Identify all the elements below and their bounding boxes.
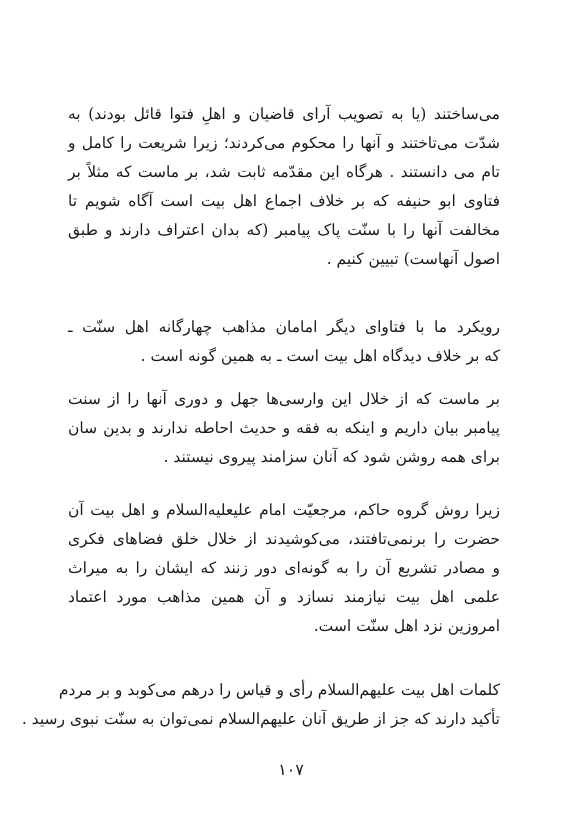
paragraph-4 [68,496,500,641]
text-line: می‌ساختند (یا به تصویب آرای قاضیان و اهلِ فتوا قائل بودند) به [68,105,500,123]
text-line: اصول آنهاست) تبیین کنیم . [326,250,500,268]
text-line: حضرت را برنمی‌تافتند، می‌کوشیدند از خلال خلق فضاهای فکری [68,530,500,548]
text-line: که بر خلاف دیدگاه اهل بیت است ـ به همین گونه است . [140,347,500,365]
paragraph-3 [68,385,500,472]
text-line: کلمات اهل بیت عليهم‌السلام رأی و قیاس را درهم می‌کوبد و بر مردم [58,681,500,699]
text-line: امروزین نزد اهل سنّت است. [313,617,500,635]
text-line: شدّت می‌تاختند و آنها را محکوم می‌کردند؛ زیرا شریعت را کامل و [68,134,500,152]
text-line: تام می دانستند . هرگاه این مقدّمه ثابت شد، بر ماست که مثلاً بر [68,163,500,181]
text-line: مخالفت آنها را با سنّت پاک پیامبر (که بدان اعتراف دارند و طبق [68,221,500,239]
text-line: و مصادر تشریع آن را به گونه‌ای دور زنند که ایشان را به میراث [68,559,500,577]
text-line: رویکرد ما با فتاوای دیگر امامان مذاهب چهارگانه اهل سنّت ـ [68,318,500,336]
text-line: بر ماست که از خلال این وارسی‌ها جهل و دوری آنها را از سنت [68,390,500,408]
text-line: زیرا روش گروه حاکم، مرجعیّت امام علیعليه‌السلام و اهل بیت آن [68,501,500,519]
paragraph-1 [68,100,500,274]
text-line: علمی اهل بیت نیازمند نسازد و آن همین مذاهب مورد اعتماد [68,588,500,606]
page-number: ۱۰۷ [278,760,304,779]
paragraph-5 [21,676,500,734]
text-line: پیامبر بیان داریم و اینکه به فقه و حدیث احاطه ندارند و بدین سان [68,419,500,437]
paragraph-2 [68,313,500,371]
text-line: برای همه روشن شود که آنان سزامند پیروی نیستند . [163,448,500,466]
text-line: تأکید دارند که جز از طریق آنان عليهم‌السلام نمی‌توان به سنّت نبوی رسید . [21,710,500,728]
text-line: فتاوی ابو حنیفه که بر خلاف اجماع اهل بیت است آگاه شویم تا [68,192,500,210]
